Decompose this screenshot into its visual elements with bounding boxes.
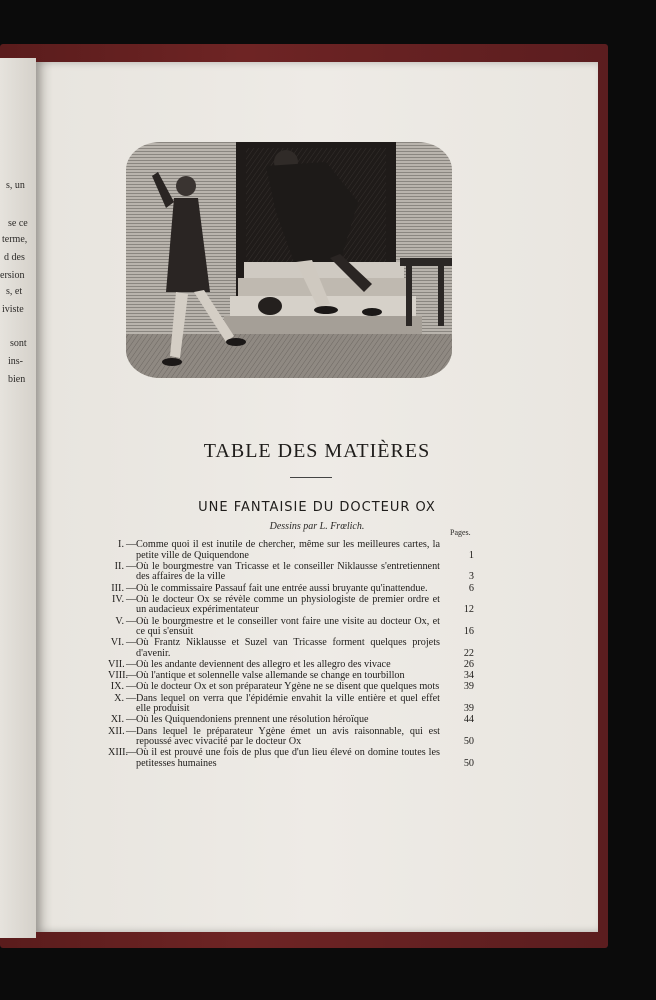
chapter-title: Où les andante deviennent des allegro et les allegro des vivace [136,659,391,671]
title-divider [290,477,332,478]
chapter-number: XII. [108,725,125,737]
page-number: 22 [463,647,474,659]
page-number: 39 [463,703,474,715]
chapter-title: Dans lequel le préparateur Ygène émet un avis raisonnable, qui est repoussé avec vivacité par le docteur Ox [136,725,440,748]
chapter-number: VIII. [108,670,129,682]
page-number: 16 [463,626,474,638]
page-number: 6 [468,582,474,594]
toc-entry [108,727,474,748]
chapter-number: V. [115,615,124,627]
toc-entry [108,540,474,561]
chapter-number: VI. [110,637,124,649]
dash-separator: — [126,725,137,737]
chapter-number: III. [111,582,124,594]
dash-separator: — [126,539,137,550]
page-number: 44 [463,714,474,726]
toc-entry [108,671,474,682]
dash-separator: — [126,670,137,682]
dash-separator: — [126,615,137,627]
toc-entry [108,617,474,638]
page-number: 50 [463,736,474,748]
chapter-title: Où Frantz Niklausse et Suzel van Tricasse forment quelques projets d'avenir. [136,637,440,659]
prev-text-line: ins- [8,356,23,367]
dash-separator: — [126,681,137,693]
dash-separator: — [126,560,137,572]
toc-entry [108,748,474,769]
toc-entry [108,595,474,616]
section-title: UNE FANTAISIE DU DOCTEUR OX [198,500,436,515]
dash-separator: — [126,593,137,605]
chapter-title: Où le bourgmestre van Tricasse et le conseiller Niklausse s'entretiennent des affaires de la ville [136,560,440,583]
page-number: 26 [463,659,474,671]
page-title: TABLE DES MATIÈRES [203,440,431,462]
dash-separator: — [126,582,137,594]
dash-separator: — [126,714,137,726]
page-number: 34 [463,670,474,682]
page-number: 39 [463,681,474,693]
prev-text-line: sont [10,338,27,349]
prev-text-line: ersion [0,270,25,281]
toc-entry [108,694,474,715]
page-number: 50 [463,758,474,769]
table-of-contents [108,540,474,770]
previous-page-edge [0,58,36,938]
chapter-number: IX. [110,681,124,693]
engraving-illustration [126,142,452,378]
dash-separator: — [126,659,137,671]
dash-separator: — [126,692,137,704]
chapter-number: XIII. [108,747,129,759]
dash-separator: — [126,637,137,649]
chapter-number: II. [114,560,124,572]
prev-text-line: s, et [6,286,23,297]
chapter-title: Où le bourgmestre et le conseiller vont faire une visite au docteur Ox, et ce qui s'ensuit [136,615,440,638]
toc-entry [108,715,474,726]
chapter-title: Où le docteur Ox et son préparateur Ygène ne se disent que quelques mots [136,681,440,693]
chapter-title: Dans lequel on verra que l'épidémie envahit la ville entière et quel effet elle produisit [136,692,440,715]
toc-entry [108,682,474,693]
chapter-title: Où l'antique et solennelle valse allemande se change en tourbillon [136,670,405,682]
toc-entry [108,660,474,671]
prev-text-line: d des [4,252,25,263]
page-number: 1 [468,549,474,561]
prev-text-line: s, un [6,180,25,191]
chapter-title: Où le docteur Ox se révèle comme un physiologiste de premier ordre et un audacieux expérimentateur [136,593,440,616]
chapter-number: IV. [112,593,124,605]
toc-entry [108,562,474,583]
dash-separator: — [126,747,137,759]
prev-text-line: se ce [8,218,28,229]
toc-entry [108,584,474,595]
chapter-title: Comme quoi il est inutile de chercher, même sur les meilleures cartes, la petite ville de Quiquendone [136,539,440,561]
chapter-title: Où les Quiquendoniens prennent une résolution héroïque [136,714,369,726]
prev-text-line: terme, [2,234,28,245]
chapter-number: XI. [110,714,124,726]
toc-entry [108,638,474,659]
chapter-title: Où il est prouvé une fois de plus que d'un lieu élevé on domine toutes les petitesses humaines [136,747,440,769]
page-number: 12 [463,604,474,616]
chapter-title: Où le commissaire Passauf fait une entrée aussi bruyante qu'inattendue. [136,582,428,594]
chapter-number: X. [114,692,124,704]
prev-text-line: iviste [2,304,24,315]
prev-text-line: bien [8,374,26,385]
pages-column-label: Pages. [450,528,471,537]
chapter-number: VII. [108,659,125,671]
chapter-number: I. [118,539,124,550]
illustration-credits: Dessins par L. Frœlich. [269,521,365,532]
page-number: 3 [468,571,474,583]
